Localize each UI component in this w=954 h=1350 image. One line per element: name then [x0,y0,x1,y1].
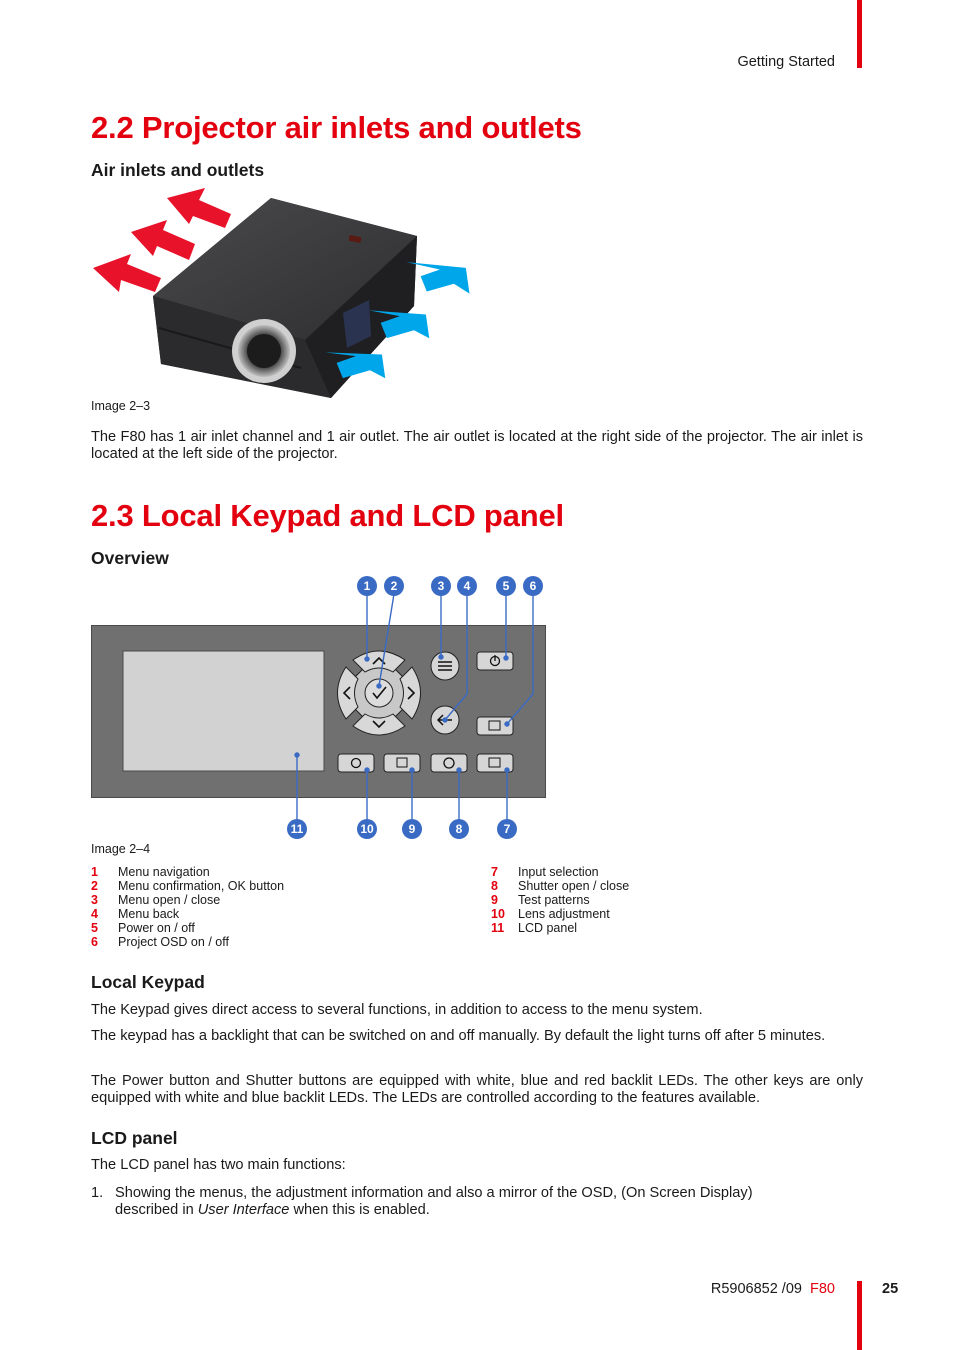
callout-7: 7 [503,822,511,836]
legend-number: 4 [91,907,98,921]
legend-right [491,865,629,935]
legend-item [91,907,284,921]
lcd-intro: The LCD panel has two main functions: [91,1157,346,1173]
image-caption-2-3: Image 2–3 [91,399,151,413]
legend-item [491,921,629,935]
image-caption-2-4: Image 2–4 [91,842,151,856]
legend-text: Menu navigation [118,865,210,879]
callout-11: 11 [290,822,304,836]
section-title-2-2: 2.2 Projector air inlets and outlets [91,110,582,145]
legend-number: 9 [491,893,498,907]
list-text-end: when this is enabled. [289,1202,430,1218]
callout-10: 10 [360,822,374,836]
legend-item [91,893,284,907]
projector-airflow-image [91,188,471,400]
doc-number: R5906852 /09 [710,1281,802,1297]
user-interface-link[interactable]: User Interface [197,1202,290,1218]
legend-number: 5 [91,921,98,935]
legend-text: Test patterns [518,893,590,907]
keypad-diagram [91,574,551,840]
callout-6: 6 [529,579,537,593]
product-name: F80 [810,1281,835,1297]
running-header: Getting Started [737,54,835,70]
legend-text: Menu open / close [118,893,221,907]
legend-text: Project OSD on / off [118,935,229,949]
callout-3: 3 [437,579,445,593]
legend-number: 6 [91,935,98,949]
list-number: 1. [91,1185,104,1201]
callout-4: 4 [463,579,471,593]
list-text [115,1185,815,1219]
legend-text: Shutter open / close [518,879,630,893]
keypad-paragraph-2: The keypad has a backlight that can be switched on and off manually. By default the light turns off after 5 minutes. [91,1028,826,1044]
callout-5: 5 [502,579,510,593]
page-number: 25 [882,1281,899,1297]
legend-item [91,935,284,949]
callout-8: 8 [455,822,463,836]
keypad-paragraph-1: The Keypad gives direct access to several functions, in addition to access to the menu system. [91,1002,703,1018]
legend-text: Menu back [118,907,180,921]
section-title-2-3: 2.3 Local Keypad and LCD panel [91,498,564,533]
lcd-list-item-1 [91,1185,863,1219]
legend-item [91,879,284,893]
subtitle-local-keypad: Local Keypad [91,972,205,992]
legend-item [91,865,284,879]
legend-left [91,865,284,949]
legend-item [491,879,629,893]
legend-text: Menu confirmation, OK button [118,879,285,893]
legend-number: 1 [91,865,98,879]
subtitle-lcd-panel: LCD panel [91,1128,178,1148]
legend-number: 8 [491,879,498,893]
subtitle-air-inlets: Air inlets and outlets [91,160,265,180]
callout-1: 1 [363,579,371,593]
legend-item [491,865,629,879]
footer-accent-bar [857,1281,862,1350]
callout-2: 2 [390,579,398,593]
legend-number: 2 [91,879,98,893]
footer-doc-id [711,1281,835,1297]
legend-item [91,921,284,935]
legend-number: 10 [491,907,505,921]
header-accent-bar [857,0,862,68]
callout-9: 9 [408,822,416,836]
legend-number: 3 [91,893,98,907]
keypad-paragraph-3: The Power button and Shutter buttons are equipped with white, blue and red backlit LEDs. The other keys are only equipped with white and blue backlit LEDs. The LEDs are controlled according to the features available. [91,1073,863,1106]
subtitle-overview: Overview [91,548,169,568]
legend-text: LCD panel [518,921,578,935]
legend-number: 11 [491,921,505,935]
air-description: The F80 has 1 air inlet channel and 1 air outlet. The air outlet is located at the right side of the projector. The air inlet is located at the left side of the projector. [91,429,863,462]
lcd-screen [123,651,324,771]
legend-text: Lens adjustment [518,907,610,921]
legend-number: 7 [491,865,498,879]
legend-item [491,907,629,921]
list-text-start: Showing the menus, the adjustment information and also a mirror of the OSD, (On Screen Display) described in [115,1185,753,1218]
legend-item [491,893,629,907]
legend-text: Input selection [518,865,599,879]
legend-text: Power on / off [118,921,195,935]
